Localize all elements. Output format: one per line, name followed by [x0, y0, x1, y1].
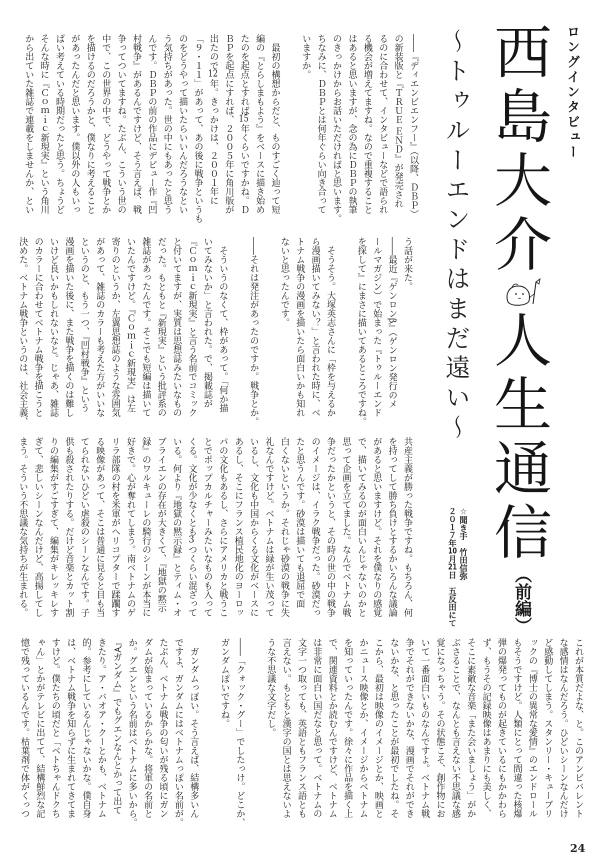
- text-column: を知っていったんです。徐々に作品を描く上: [342, 638, 353, 818]
- paragraph: [20, 34, 282, 226]
- text-column: の新装版と『ＴＲＵＥ ＥＮＤ』が発売され: [392, 34, 403, 208]
- text-column: を持ってして勝ち負けとするかいろんな議論: [386, 437, 397, 617]
- subtitle: 〜トゥルーエンドはまだ遠い〜: [442, 28, 471, 444]
- text-column: パの文化もあるし、さらにアメリカと戦うこ: [217, 437, 228, 617]
- text-column: いて一番面白いものなんですよ。ベトナム戦: [419, 638, 430, 818]
- text-column: のカラーに合わせてベトナム戦争を描こうと: [32, 237, 43, 417]
- text-column: ないと思ったんです。: [278, 237, 289, 327]
- credit-date-place: ２０１７年10月21日 五反田にて: [448, 507, 457, 627]
- text-column: てられないひどい虐殺のシーンなんです。子: [78, 437, 89, 617]
- paragraph: [297, 34, 420, 226]
- text-column: いる。何より『地獄の黙示録』とティム・オ: [171, 437, 182, 617]
- text-column: ぱい考えている時期だったと思う。ちょうど: [54, 34, 65, 214]
- text-column: 覚になっちゃう。その状態こそ、創作物にお: [434, 638, 445, 818]
- text-column: ないかな、と思ったことが最初でしたね。そ: [388, 638, 399, 818]
- text-column: な感情はなんだろう。ひどいシーンなんだけ: [557, 638, 568, 818]
- text-column: くる。文化が少なくとも3つくらい混ざって: [186, 437, 197, 617]
- text-column: ＢＰを起点にすれば、２００５年に角川版が: [223, 34, 234, 214]
- text-column: ぶさることで、なんとも言えない不思議な感: [449, 638, 460, 818]
- text-column: りの編集がすごすぎて、編集がキレッキレす: [48, 437, 59, 617]
- text-column: まう。そういう不思議な気持ちが生まれる。: [17, 437, 28, 617]
- text-column: のイメージは、イラク戦争だった。砂漠だっ: [309, 437, 320, 617]
- text-column: 礼なんですけど。ベトナムは緑が生い茂って: [263, 437, 274, 617]
- paragraph: [14, 237, 229, 429]
- text-column: ど感動してしまう。スタンリー・キューブリ: [542, 638, 553, 818]
- text-column: ず、もうその記録映像はあまりにも美しく、: [480, 638, 491, 818]
- text-column: で、描いてみるのが面白いんじゃないのかと: [355, 437, 366, 617]
- text-column: こから、最初は映像のイメージとか、映画と: [372, 638, 383, 818]
- text-column: 言えない。もともと漢字の国とは思えないよ: [280, 638, 291, 818]
- text-column: ガンダムぽいですね。: [219, 638, 230, 728]
- text-column: いるし、文化も中国からくる文化がベースに: [248, 437, 259, 617]
- title-name: 西島大介: [484, 22, 552, 278]
- text-column: というのと、もう一つ、『凹村戦争』という: [78, 237, 89, 413]
- text-column: そうそう。大塚英志さんに「枠を与えるか: [325, 237, 336, 417]
- text-column: 文字一つ取っても、英語ともフランス語とも: [295, 638, 306, 818]
- text-column: があったんだと思います。僕以外の人もいっ: [69, 34, 80, 214]
- article-tier-3: [14, 437, 414, 629]
- text-column: そこに素敵な音楽「また会いましょう」がか: [465, 638, 476, 818]
- text-column: から出ていた雑誌で連載をしませんか、とい: [23, 34, 34, 214]
- text-column: るのに合わせて、インタビューなどで語られ: [377, 34, 388, 214]
- text-column: たぶん、ベトナム戦争の匂いが残る頃にガン: [157, 638, 168, 818]
- text-column: 白くないというか。それじゃ砂漠の戦争に失: [278, 437, 289, 617]
- text-column: とでポップカルチャーみたいなものも入って: [201, 437, 212, 617]
- text-column: と付いてますが、実質は思想誌みたいなもの: [171, 237, 182, 417]
- credit-interviewer: ☆聞き手 竹田信弥: [459, 507, 468, 580]
- text-column: ――「クォック・グー」でしたっけ。どこか、: [234, 638, 245, 827]
- text-column: 村戦争』があるんですけど、そう言えば、戦: [130, 34, 141, 214]
- text-column: る映像があって、そこは普通に見ると目も当: [94, 437, 105, 617]
- text-column: る機会が増えてますね。なので重複すること: [361, 34, 372, 214]
- paragraph: [216, 638, 247, 830]
- text-column: ダムが始まっているからかな。将軍の名前と: [142, 638, 153, 818]
- text-column: ガンダムっぽい。そう言えば、結構多いん: [188, 638, 199, 818]
- text-column: いますか。: [300, 34, 311, 79]
- text-column: 争ってついてますね。たぶん、こういう世の: [115, 34, 126, 214]
- text-column: そういうのなくて、枠があって。「何か描: [217, 237, 228, 413]
- text-column: のきっかけからお話いただければと思います。: [331, 34, 342, 223]
- text-column: ちなみに、ＤＢＰとは何年ぐらい向き合って: [315, 34, 326, 214]
- article-tier-1: [20, 34, 420, 226]
- text-column: 供も殺されたりする。だけど音楽とカット割: [63, 437, 74, 617]
- text-column: ールマガジン）で始まった『トゥルーエンド: [371, 237, 382, 417]
- text-column: 出たので12年。きっかけは、２００１年に: [207, 34, 218, 205]
- text-column: 編の『とらしまもよう』をベースに描き始め: [254, 34, 265, 214]
- paragraph: [352, 237, 414, 429]
- paragraph: [14, 437, 414, 629]
- text-column: は非常に面白い国だなと思って。ベトナムの: [311, 638, 322, 818]
- text-column: 「９・１１」があって、あの後に戦争というも: [192, 34, 203, 223]
- text-column: があって、雑誌のカラーも考えた方がいいな: [94, 237, 105, 417]
- text-column: ――『ディエンビエンフー』（以降、ＤＢＰ）: [408, 34, 418, 219]
- text-column: そんな時に『Ｃｏｍｉｃ新現実』という角川: [38, 34, 49, 214]
- mascot-doodle-icon: [503, 276, 543, 308]
- text-column: たと思うんです。砂漠は描いても退屈で面: [294, 437, 305, 608]
- text-column: 雑誌があったんです。そこでも短編は描いて: [140, 237, 151, 417]
- article-tier-2: [14, 237, 414, 429]
- text-column: いたんですけど。『Ｃｏｍｉｃ新現実』は左: [124, 237, 135, 413]
- text-column: これが本質だよな、と。このアンビバレント: [573, 638, 583, 818]
- text-column: もそうですけど。人類にとって間違った核爆: [511, 638, 522, 818]
- text-column: のをどうやって描いたらいいんだろうなとい: [177, 34, 188, 214]
- text-column: 『Ｃｏｍｉｃ新現実』と言う名前でコミック: [186, 237, 197, 417]
- text-column: トナム戦争の漫画を描いたら面白いかも知れ: [294, 237, 305, 417]
- text-column: 憶で残っているんです。枯葉剤で体がくっつ: [18, 638, 29, 818]
- text-column: リラ部隊の村を米軍がヘリコプターで蹂躙す: [109, 437, 120, 617]
- text-column: ――最近『ゲンロンβ』（ゲンロン発行のメ: [386, 237, 397, 409]
- text-column: 争でそれができないかな、漫画でそれができ: [403, 638, 414, 818]
- text-column: 漫画を描いた後に、また戦争を描くのは難し: [63, 237, 74, 417]
- text-column: 的。参考にしているんじゃないかな。僕自身: [80, 638, 91, 818]
- paragraph: [245, 237, 260, 429]
- text-column: 『∀ガンダム』でもグエンなんとかって出て: [111, 638, 122, 815]
- text-column: すけど。僕たちの頃だと「ベトちゃんドクち: [49, 638, 60, 818]
- text-column: か。グエンという名前はベトナムに多いから。: [126, 638, 137, 827]
- section-kicker: ロングインタビュー: [564, 25, 579, 160]
- text-column: あるし、そこにフランス植民地化のヨーロッ: [232, 437, 243, 617]
- text-column: は、ベトナム戦争を知らずに生まれてきてま: [65, 638, 76, 818]
- text-column: 思って企画を立てました。なんでベトナム戦: [340, 437, 351, 617]
- paragraph: [262, 638, 585, 830]
- text-column: んです。ＤＢＰの前の作品にデビュー作『凹: [146, 34, 157, 214]
- text-column: いけど良いかもしれないなと。じゃあ、雑誌: [48, 237, 59, 417]
- text-column: で、関連資料とか読むんですけど、ベトナム: [326, 638, 337, 818]
- text-column: ゃん」とかがテレビに出てて、結構鮮烈な記: [34, 638, 45, 818]
- text-column: ですよ、ガンダムにはベトナムっぽい名前が。: [172, 638, 183, 827]
- text-column: たのを起点とすれば15年くらいですかね。Ｄ: [238, 34, 249, 214]
- text-column: いてみないか」と言われた。で、掲載誌が: [201, 237, 212, 408]
- text-column: ら漫画描いてみない？」と言われた時に、ベ: [309, 237, 320, 417]
- text-column: 弾の爆発ってものが起きているにもかかわら: [496, 638, 507, 818]
- text-column: ――それは発注があったのですか。戦争とか。: [248, 237, 259, 426]
- text-column: きたり。ア・バオア・クーとかも、ベトナム: [95, 638, 106, 818]
- text-column: ぎて、悲しいシーンなんだけど、高揚してし: [32, 437, 43, 617]
- text-column: だった。もともと『新現実』という批評系の: [155, 237, 166, 417]
- text-column: 中で、この世界の中で、どうやって戦争とか: [100, 34, 111, 214]
- paragraph: [16, 638, 201, 830]
- paragraph: [275, 237, 337, 429]
- text-column: 寄りのというか、左翼思想誌のような雰囲気: [109, 237, 120, 417]
- text-column: はあると思いますが、念の為にＤＢＰの執筆: [346, 34, 357, 214]
- title-main: 人生通信: [484, 310, 552, 566]
- page-number: 24: [570, 842, 586, 855]
- text-column: 争だったかというと、その時の世の中の戦争: [325, 437, 336, 617]
- text-column: があると思いますけど。それを僕なりの感覚: [371, 437, 382, 617]
- text-column: ブライエンの存在が大きくて、『地獄の黙示: [155, 437, 166, 613]
- text-column: 最初の構想からだと、ものすごく辿って短: [269, 34, 280, 214]
- text-column: う話が来た。: [402, 237, 412, 291]
- text-column: 好きで。心が奪れてしまう。南ベトナムのゲ: [124, 437, 135, 617]
- text-column: 共産主義が勝った戦争ですね。もちろん、何: [402, 437, 412, 617]
- text-column: を描けるのだろうかと、僕なりに考えること: [84, 34, 95, 214]
- text-column: うな不思議な文字だし。: [265, 638, 276, 737]
- text-column: う気持ちがあった。世の中にもあったと思う: [161, 34, 172, 214]
- article-tier-4: [16, 638, 585, 830]
- text-column: ックの『博士の異常な愛情』のエンドロール: [526, 638, 537, 818]
- text-column: かニュース映像とか、イメージからベトナム: [357, 638, 368, 818]
- text-column: 録』のワルキューレの騎行のシーンが本当に: [140, 437, 151, 617]
- text-column: 決めた。ベトナム戦争というのは、社会主義、: [17, 237, 28, 426]
- text-column: を探して』にまさに描いてあるところですね。: [355, 237, 366, 426]
- title-part-label: （前編）: [511, 566, 531, 634]
